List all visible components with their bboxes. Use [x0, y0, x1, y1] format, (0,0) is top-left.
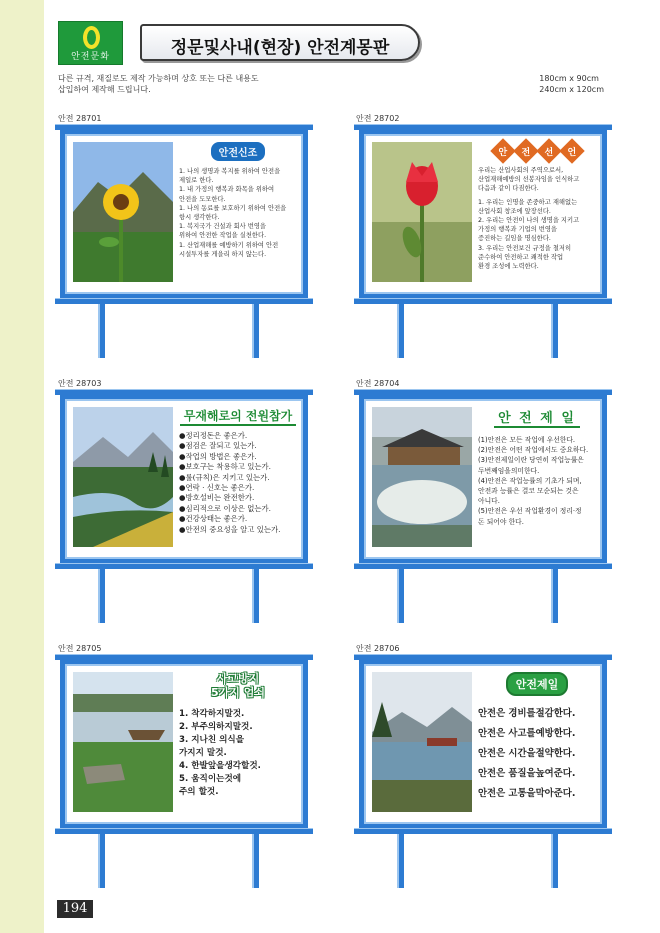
frame-bar [55, 389, 313, 395]
board-content [179, 142, 297, 288]
frame-bar [55, 563, 313, 569]
frame-bar [55, 298, 313, 304]
frame-bar [354, 298, 612, 304]
board-content [179, 672, 297, 818]
board-line: 4. 한발앞을생각할것. [179, 761, 261, 771]
side-strip [0, 0, 44, 933]
intro-line: 산업재해예방의 선봉자임을 인식하고 [478, 176, 580, 184]
board-line: 시설투자를 게을리 하지 않는다. [179, 250, 267, 258]
board-line: 3. 우리는 안전보건 규정을 철저히 [478, 244, 572, 252]
heading-diamond [513, 138, 538, 163]
board-line: 안전은 경비를절감한다. [478, 708, 576, 719]
board-line: 1. 산업재해를 예방하기 위하여 안전 [179, 241, 279, 249]
heading-char: 언 [567, 147, 576, 158]
board-line: 3. 지나친 의식을 [179, 735, 245, 745]
page-title-box [140, 24, 420, 61]
board-line: ●연락 · 신호는 좋은가. [179, 483, 255, 493]
board-heading: 안 전 제 일 [494, 407, 580, 428]
tulip-photo-icon [372, 142, 472, 282]
board-heading [478, 142, 596, 160]
board-line: 안전은 품질을높여준다. [478, 768, 576, 779]
board-line: 1. 착각하지말것. [179, 709, 245, 719]
board-line: 1. 복지국가 건설과 회사 번영을 [179, 223, 267, 231]
board-28701 [60, 129, 308, 299]
board-code: 안전 28701 [58, 114, 102, 123]
board-line: 아니다. [478, 497, 500, 506]
description-line: 다른 규격, 재질로도 제작 가능하며 상호 또는 다른 내용도 [58, 74, 259, 83]
intro-line: 다음과 같이 다짐한다. [478, 185, 539, 193]
page-title: 정문및사내(현장) 안전계몽판 [170, 38, 390, 58]
heading-char: 전 [521, 147, 530, 158]
logo-ring-icon [83, 26, 100, 49]
board-intro [478, 166, 596, 194]
frame-bar [55, 124, 313, 130]
frame-bar [354, 654, 612, 660]
frame-bar [354, 563, 612, 569]
frame-bar [354, 389, 612, 395]
board-line: 돈 되어야 한다. [478, 517, 524, 526]
board-line: 1. 내 가정의 행복과 화목을 위하여 [179, 186, 275, 194]
board-content [478, 672, 596, 818]
board-line: (5)안전은 우선 작업환경이 정리·정 [478, 507, 582, 516]
board-line: 5. 움직이는것에 [179, 774, 242, 784]
heading-char: 안 [498, 147, 507, 158]
board-line: ●정리정돈은 좋은가. [179, 431, 248, 440]
heading-diamond [536, 138, 561, 163]
board-line: ●방호설비는 완전한가. [179, 493, 255, 503]
board-line: 안전은 시간을절약한다. [478, 748, 576, 759]
board-28702 [359, 129, 607, 299]
board-heading: 안전제일 [506, 672, 569, 696]
mountain-lake-photo-icon [372, 672, 472, 812]
board-line: (4)안전은 작업능률의 기초가 되며, [478, 476, 582, 485]
board-line: 산업사회 창조에 앞장선다. [478, 207, 551, 215]
board-line: 안전을 도모한다. [179, 195, 226, 203]
board-line: 안전은 고통을막아준다. [478, 788, 576, 799]
heading-line: 사고방지 [216, 672, 260, 685]
page-number: 194 [57, 900, 93, 918]
description-line: 삽입하여 제작해 드립니다. [58, 85, 151, 94]
board-lines [478, 435, 596, 527]
heading-diamond [559, 138, 584, 163]
mountain-river-photo-icon [73, 407, 173, 547]
board-line: (2)안전은 어떤 작업에서도 중요하다. [478, 446, 589, 455]
frame-bar [354, 124, 612, 130]
board-content [478, 142, 596, 288]
board-lines [478, 198, 596, 272]
board-code: 안전 28703 [58, 379, 102, 388]
size-option: 180cm x 90cm [539, 74, 599, 83]
board-line: ●룰(규칙)은 지키고 있는가. [179, 472, 270, 482]
board-heading: 무재해로의 전원참가 [180, 407, 297, 426]
pavilion-pond-photo-icon [372, 407, 472, 547]
board-line: 준수하여 안전하고 쾌적한 작업 [478, 253, 564, 261]
board-line: 1. 나의 생명과 복지를 위하여 안전을 [179, 168, 281, 175]
board-code: 안전 28705 [58, 644, 102, 653]
board-line: 환경 조성에 노력한다. [478, 263, 539, 271]
size-options [539, 73, 604, 95]
board-line: 가지지 말것. [179, 748, 227, 758]
board-line: 위하여 안전한 작업을 실천한다. [179, 232, 267, 240]
board-line: ●점검은 잘되고 있는가. [179, 441, 257, 451]
frame-bar [55, 654, 313, 660]
board-heading: 안전신조 [211, 142, 266, 161]
board-code: 안전 28706 [356, 644, 400, 653]
board-code: 안전 28704 [356, 379, 400, 388]
board-line: ●건강상태는 좋은가. [179, 514, 248, 524]
intro-line: 우리는 산업사회의 주역으로서, [478, 167, 564, 174]
sunflower-photo-icon [73, 142, 173, 282]
board-line: (3)안전제일이란 당연히 작업능률은 [478, 456, 584, 465]
board-28704 [359, 394, 607, 564]
size-option: 240cm x 120cm [539, 85, 604, 94]
board-line: 안전과 능률은 결코 모순되는 것은 [478, 487, 579, 496]
heading-diamond [490, 138, 515, 163]
board-lines [179, 167, 297, 259]
board-content [478, 407, 596, 553]
board-line: 항시 생각한다. [179, 214, 220, 222]
board-line: 주의 할것. [179, 787, 219, 797]
board-line: 2. 부주의하지말것. [179, 722, 253, 732]
heading-char: 선 [544, 147, 553, 158]
board-line: 제일로 한다. [179, 177, 214, 185]
frame-bar [55, 828, 313, 834]
board-28705 [60, 659, 308, 829]
description [58, 73, 259, 95]
board-content [179, 407, 297, 553]
logo-text: 안전문화 [71, 52, 110, 62]
board-line: 안전은 사고를예방한다. [478, 728, 576, 739]
safety-culture-logo [58, 21, 123, 65]
board-lines [179, 708, 297, 799]
board-line: 가정의 행복과 기업의 번영을 [478, 226, 557, 234]
board-28706 [359, 659, 607, 829]
board-28703 [60, 394, 308, 564]
board-lines [478, 704, 596, 804]
board-line: ●작업의 방법은 좋은가. [179, 451, 257, 461]
frame-bar [354, 828, 612, 834]
board-line: 1. 나의 동료를 보호하기 위하여 안전을 [179, 204, 287, 212]
board-line: (1)안전은 모든 작업에 우선한다. [478, 436, 576, 444]
board-line: 1. 우리는 인명을 존중하고 재해없는 [478, 198, 578, 206]
board-line: ●안전의 중요성을 알고 있는가. [179, 524, 281, 534]
heading-line: 5가지 엄쇠 [211, 686, 265, 699]
board-lines [179, 431, 297, 535]
board-code: 안전 28702 [356, 114, 400, 123]
board-line: ●보호구는 착용하고 있는가. [179, 462, 272, 472]
lake-boat-photo-icon [73, 672, 173, 812]
board-line: 증진하는 길임을 명심한다. [478, 235, 551, 243]
board-heading [179, 672, 297, 700]
board-line: ●심리적으로 이상은 없는가. [179, 503, 272, 513]
board-line: 2. 우리는 안전이 나의 생명을 지키고 [478, 217, 580, 225]
board-line: 두번째임을의미한다. [478, 466, 540, 475]
